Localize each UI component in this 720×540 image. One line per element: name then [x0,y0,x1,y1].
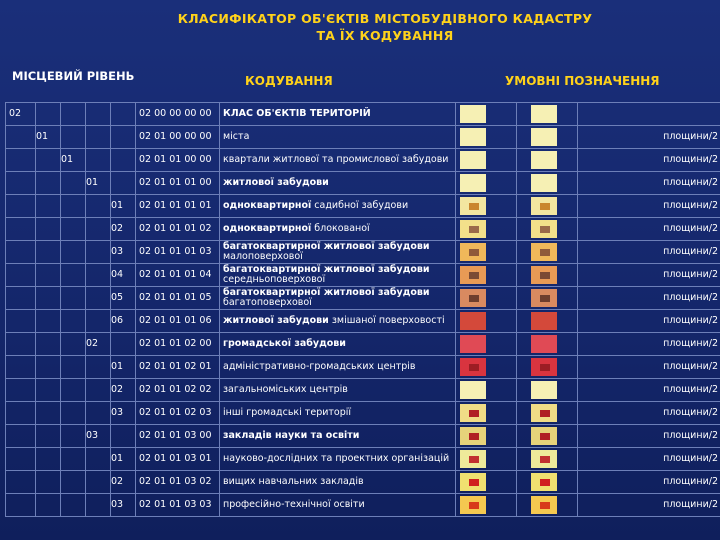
description-bold: житлової забудови [223,315,329,326]
level-4-cell [86,218,111,241]
symbol-marker [540,226,550,233]
level-2-cell [36,287,61,310]
legend-symbol [531,404,557,422]
level-3-cell [61,126,86,149]
level-5-cell: 03 [111,241,136,264]
level-3-cell [61,103,86,126]
level-1-cell [6,333,36,356]
level-4-cell: 02 [86,333,111,356]
table-row [6,287,720,310]
level-3-cell [61,218,86,241]
title-line-1: КЛАСИФІКАТОР ОБ'ЄКТІВ МІСТОБУДІВНОГО КАДАСТРУ [177,11,593,26]
swatch-cell [456,103,517,126]
color-swatch [460,243,486,261]
level-3-cell [61,494,86,517]
legend-symbol [531,151,557,169]
level-4-cell: 03 [86,425,111,448]
swatch-cell [456,356,517,379]
level-4-cell [86,379,111,402]
description-cell [220,356,456,379]
swatch-cell [456,241,517,264]
level-2-cell [36,218,61,241]
symbol-cell [517,149,578,172]
level-5-cell [111,172,136,195]
description-text: адміністративно-громадських центрів [223,361,416,372]
level-4-cell [86,356,111,379]
description-text: садибної забудови [311,200,409,211]
legend-cell [578,103,720,126]
level-5-cell [111,149,136,172]
legend-symbol [531,174,557,192]
level-1-cell: 02 [6,103,36,126]
table-row [6,172,720,195]
level-2-cell [36,195,61,218]
code-cell: 02 01 01 01 04 [136,264,220,287]
legend-symbol [531,450,557,468]
color-swatch [460,151,486,169]
color-swatch [460,404,486,422]
symbol-marker [540,479,550,486]
symbol-cell [517,241,578,264]
level-5-cell [111,425,136,448]
code-cell: 02 01 01 02 00 [136,333,220,356]
swatch-cell [456,310,517,333]
page-title [0,10,720,44]
level-2-cell [36,310,61,333]
legend-symbol [531,381,557,399]
description-text: змішаної поверховості [328,315,445,326]
symbol-marker [469,272,479,279]
level-5-cell [111,126,136,149]
level-1-cell [6,149,36,172]
symbol-marker [469,226,479,233]
swatch-cell [456,149,517,172]
classifier-table [5,102,720,517]
symbol-cell [517,448,578,471]
description-cell [220,448,456,471]
color-swatch [460,358,486,376]
description-cell [220,333,456,356]
level-4-cell [86,126,111,149]
symbol-cell [517,172,578,195]
legend-symbol [531,473,557,491]
level-1-cell [6,448,36,471]
swatch-cell [456,264,517,287]
description-bold: багатоквартирної житлової забудови [223,287,430,298]
symbol-marker [540,410,550,417]
symbol-marker [469,249,479,256]
level-4-cell: 01 [86,172,111,195]
symbol-cell [517,494,578,517]
level-5-cell: 02 [111,218,136,241]
legend-cell: площини/2 [578,241,720,264]
level-3-cell [61,448,86,471]
level-1-cell [6,126,36,149]
color-swatch [460,473,486,491]
symbol-cell [517,425,578,448]
description-text: багатоповерхової [223,297,312,308]
swatch-cell [456,333,517,356]
level-1-cell [6,471,36,494]
symbol-marker [469,364,479,371]
symbol-marker [540,364,550,371]
level-2-cell [36,333,61,356]
level-2-cell [36,494,61,517]
level-4-cell [86,264,111,287]
code-cell: 02 00 00 00 00 [136,103,220,126]
level-3-cell [61,287,86,310]
legend-symbol [531,243,557,261]
level-5-cell: 05 [111,287,136,310]
description-cell [220,402,456,425]
legend-cell: площини/2 [578,356,720,379]
code-cell: 02 01 01 03 01 [136,448,220,471]
symbol-cell [517,356,578,379]
level-1-cell [6,172,36,195]
description-cell [220,287,456,310]
table-row [6,264,720,287]
legend-cell: площини/2 [578,126,720,149]
legend-symbol [531,289,557,307]
level-3-cell [61,333,86,356]
table-row [6,241,720,264]
level-1-cell [6,218,36,241]
level-4-cell [86,310,111,333]
code-cell: 02 01 00 00 00 [136,126,220,149]
description-bold: одноквартирної [223,200,312,211]
symbol-marker [540,203,550,210]
description-bold: одноквартирної [223,223,312,234]
level-1-cell [6,241,36,264]
table-row [6,333,720,356]
symbol-cell [517,264,578,287]
code-cell: 02 01 01 03 00 [136,425,220,448]
level-1-cell [6,402,36,425]
description-cell [220,241,456,264]
description-bold: багатоквартирної житлової забудови [223,264,430,275]
table-row [6,356,720,379]
description-cell [220,264,456,287]
description-cell [220,494,456,517]
color-swatch [460,266,486,284]
symbol-marker [469,433,479,440]
level-2-cell [36,103,61,126]
description-cell [220,149,456,172]
level-2-cell [36,448,61,471]
symbol-cell [517,287,578,310]
code-cell: 02 01 01 01 00 [136,172,220,195]
code-cell: 02 01 01 02 01 [136,356,220,379]
level-4-cell [86,195,111,218]
color-swatch [460,289,486,307]
description-text: квартали житлової та промислової забудови [223,154,449,165]
legend-cell: площини/2 [578,402,720,425]
level-2-cell [36,402,61,425]
symbol-cell [517,103,578,126]
color-swatch [460,128,486,146]
level-2-cell [36,356,61,379]
swatch-cell [456,172,517,195]
table-row [6,425,720,448]
color-swatch [460,427,486,445]
level-3-cell [61,379,86,402]
symbol-cell [517,310,578,333]
legend-cell: площини/2 [578,264,720,287]
description-cell [220,310,456,333]
symbol-marker [469,203,479,210]
description-text: малоповерхової [223,251,303,262]
code-cell: 02 01 01 02 02 [136,379,220,402]
level-3-cell [61,425,86,448]
table-row [6,379,720,402]
table-row [6,149,720,172]
code-cell: 02 01 01 00 00 [136,149,220,172]
symbol-marker [469,479,479,486]
description-cell [220,379,456,402]
level-5-cell: 02 [111,471,136,494]
level-5-cell: 02 [111,379,136,402]
level-5-cell: 01 [111,195,136,218]
level-4-cell [86,241,111,264]
code-cell: 02 01 01 03 03 [136,494,220,517]
table-row [6,218,720,241]
description-text: науково-дослідних та проектних організацій [223,453,450,464]
level-5-cell: 01 [111,448,136,471]
symbol-marker [469,295,479,302]
description-text: професійно-технічної освіти [223,499,365,510]
symbol-marker [540,272,550,279]
description-cell [220,195,456,218]
code-cell: 02 01 01 03 02 [136,471,220,494]
swatch-cell [456,379,517,402]
code-cell: 02 01 01 02 03 [136,402,220,425]
symbol-marker [469,502,479,509]
level-5-cell [111,333,136,356]
level-3-cell [61,356,86,379]
legend-symbol [531,266,557,284]
legend-cell: площини/2 [578,448,720,471]
symbol-cell [517,402,578,425]
legend-symbol [531,312,557,330]
legend-cell: площини/2 [578,287,720,310]
color-swatch [460,335,486,353]
level-3-cell: 01 [61,149,86,172]
symbol-marker [540,249,550,256]
symbol-cell [517,195,578,218]
legend-cell: площини/2 [578,218,720,241]
legend-symbol [531,105,557,123]
color-swatch [460,220,486,238]
legend-cell: площини/2 [578,379,720,402]
title-line-2: ТА ЇХ КОДУВАННЯ [316,28,454,43]
level-3-cell [61,241,86,264]
description-text: вищих навчальних закладів [223,476,364,487]
level-4-cell [86,287,111,310]
table-row [6,195,720,218]
symbol-cell [517,333,578,356]
description-bold: багатоквартирної житлової забудови [223,241,430,252]
description-bold: закладів науки та освіти [223,430,360,441]
level-2-cell [36,149,61,172]
color-swatch [460,197,486,215]
swatch-cell [456,471,517,494]
symbol-marker [540,502,550,509]
description-cell [220,471,456,494]
description-text: блокованої [311,223,370,234]
description-bold: КЛАС ОБ'ЄКТІВ ТЕРИТОРІЙ [223,108,371,119]
legend-cell: площини/2 [578,333,720,356]
description-text: загальноміських центрів [223,384,348,395]
level-5-cell: 03 [111,402,136,425]
code-cell: 02 01 01 01 03 [136,241,220,264]
description-text: інші громадські території [223,407,352,418]
symbol-cell [517,379,578,402]
color-swatch [460,496,486,514]
level-4-cell [86,103,111,126]
code-cell: 02 01 01 01 06 [136,310,220,333]
level-2-cell [36,379,61,402]
symbols-label: УМОВНІ ПОЗНАЧЕННЯ [505,74,660,88]
legend-cell: площини/2 [578,494,720,517]
level-4-cell [86,402,111,425]
level-5-cell: 03 [111,494,136,517]
table-row [6,494,720,517]
swatch-cell [456,218,517,241]
level-3-cell [61,172,86,195]
level-1-cell [6,494,36,517]
level-3-cell [61,471,86,494]
code-cell: 02 01 01 01 01 [136,195,220,218]
legend-cell: площини/2 [578,172,720,195]
color-swatch [460,105,486,123]
level-1-cell [6,425,36,448]
legend-symbol [531,220,557,238]
table-row [6,103,720,126]
color-swatch [460,450,486,468]
description-text: міста [223,131,250,142]
coding-label: КОДУВАННЯ [245,74,333,88]
swatch-cell [456,425,517,448]
symbol-cell [517,126,578,149]
description-bold: громадської забудови [223,338,346,349]
symbol-cell [517,218,578,241]
level-1-cell [6,195,36,218]
level-1-cell [6,356,36,379]
description-cell [220,425,456,448]
level-4-cell [86,471,111,494]
color-swatch [460,174,486,192]
symbol-marker [540,295,550,302]
level-3-cell [61,264,86,287]
level-3-cell [61,402,86,425]
table-row [6,402,720,425]
table-row [6,448,720,471]
description-text: середньоповерхової [223,274,326,285]
legend-cell: площини/2 [578,310,720,333]
legend-cell: площини/2 [578,425,720,448]
legend-symbol [531,427,557,445]
level-4-cell [86,448,111,471]
color-swatch [460,312,486,330]
symbol-marker [540,456,550,463]
level-2-cell [36,425,61,448]
swatch-cell [456,448,517,471]
table-row [6,126,720,149]
legend-cell: площини/2 [578,195,720,218]
level-2-cell [36,264,61,287]
color-swatch [460,381,486,399]
symbol-marker [469,456,479,463]
level-3-cell [61,310,86,333]
level-4-cell [86,149,111,172]
level-3-cell [61,195,86,218]
description-cell [220,172,456,195]
code-cell: 02 01 01 01 02 [136,218,220,241]
level-2-cell [36,471,61,494]
swatch-cell [456,126,517,149]
description-cell [220,218,456,241]
table-row [6,310,720,333]
description-cell [220,103,456,126]
level-1-cell [6,287,36,310]
symbol-marker [469,410,479,417]
legend-symbol [531,197,557,215]
level-1-cell [6,310,36,333]
level-5-cell [111,103,136,126]
code-cell: 02 01 01 01 05 [136,287,220,310]
symbol-cell [517,471,578,494]
level-1-cell [6,379,36,402]
level-5-cell: 04 [111,264,136,287]
legend-cell: площини/2 [578,471,720,494]
level-5-cell: 06 [111,310,136,333]
legend-cell: площини/2 [578,149,720,172]
legend-symbol [531,128,557,146]
level-5-cell: 01 [111,356,136,379]
symbol-marker [540,433,550,440]
description-bold: житлової забудови [223,177,329,188]
level-1-cell [6,264,36,287]
description-cell [220,126,456,149]
swatch-cell [456,195,517,218]
swatch-cell [456,402,517,425]
level-4-cell [86,494,111,517]
swatch-cell [456,494,517,517]
table-row [6,471,720,494]
legend-symbol [531,335,557,353]
level-2-cell [36,172,61,195]
legend-symbol [531,496,557,514]
legend-symbol [531,358,557,376]
level-label: МІСЦЕВИЙ РІВЕНЬ [12,69,135,83]
level-2-cell [36,241,61,264]
swatch-cell [456,287,517,310]
level-2-cell: 01 [36,126,61,149]
